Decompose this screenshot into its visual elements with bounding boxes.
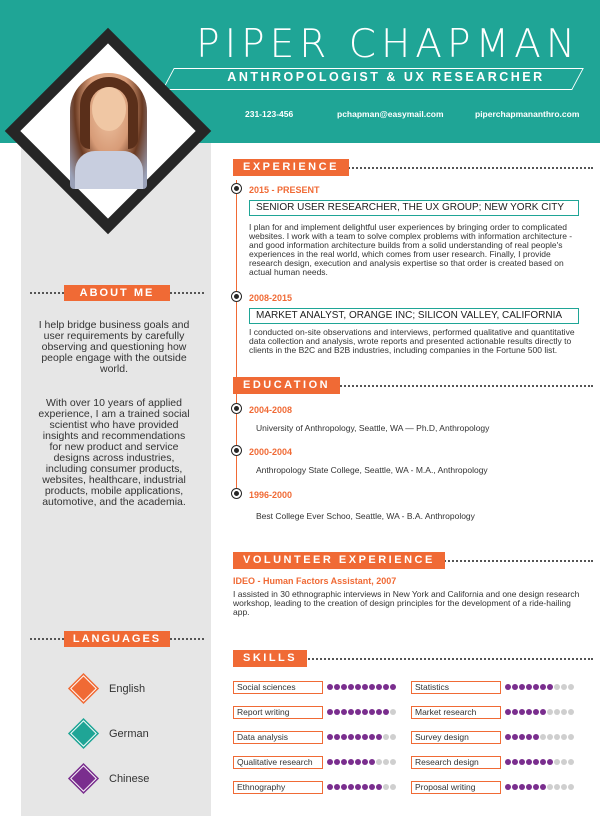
skill-label: Report writing	[233, 706, 323, 719]
rating-dot-filled	[376, 734, 382, 740]
rating-dot-filled	[334, 734, 340, 740]
edu-description: Anthropology State College, Seattle, WA - M.A., Anthropology	[256, 465, 488, 475]
rating-dot-empty	[376, 759, 382, 765]
rating-dot-filled	[327, 784, 333, 790]
rating-dot-filled	[512, 709, 518, 715]
rating-dot-empty	[390, 784, 396, 790]
job-description: I conducted on-site observations and interviews, performed qualitative and quantitative data collection and analysis, wrote reports and presented actionable results directly to clients in the B2C and B2B industries, including companies in the Fortune 500 list.	[249, 327, 575, 355]
rating-dot-empty	[554, 709, 560, 715]
rating-dot-filled	[362, 684, 368, 690]
rating-dot-filled	[362, 759, 368, 765]
rating-dot-filled	[369, 709, 375, 715]
rating-dot-filled	[348, 759, 354, 765]
rating-dot-filled	[341, 759, 347, 765]
rating-dot-empty	[390, 734, 396, 740]
rating-dot-filled	[519, 759, 525, 765]
person-name: PIPER CHAPMAN	[196, 22, 580, 67]
skill-rating	[327, 759, 397, 766]
job-dates: 2008-2015	[249, 293, 293, 303]
skill-rating	[505, 684, 575, 691]
rating-dot-filled	[355, 734, 361, 740]
rating-dot-filled	[348, 784, 354, 790]
edu-dates: 1996-2000	[249, 490, 293, 500]
rating-dot-empty	[547, 784, 553, 790]
rating-dot-filled	[334, 759, 340, 765]
education-section-header	[233, 377, 593, 394]
rating-dot-filled	[512, 784, 518, 790]
rating-dot-filled	[540, 784, 546, 790]
skill-label: Survey design	[411, 731, 501, 744]
skill-label: Data analysis	[233, 731, 323, 744]
photo-shirt	[75, 151, 143, 189]
rating-dot-empty	[390, 709, 396, 715]
rating-dot-filled	[327, 709, 333, 715]
rating-dot-filled	[362, 709, 368, 715]
rating-dot-filled	[376, 784, 382, 790]
language-label: Chinese	[109, 773, 150, 785]
edu-dates: 2000-2004	[249, 447, 293, 457]
rating-dot-empty	[561, 759, 567, 765]
skill-rating	[505, 759, 575, 766]
skill-rating	[505, 709, 575, 716]
rating-dot-filled	[540, 759, 546, 765]
rating-dot-empty	[561, 709, 567, 715]
experience-timeline	[236, 180, 237, 377]
email-link[interactable]: pchapman@easymail.com	[337, 109, 444, 119]
rating-dot-empty	[383, 759, 389, 765]
experience-heading: EXPERIENCE	[233, 159, 349, 176]
rating-dot-filled	[334, 709, 340, 715]
languages-heading: LANGUAGES	[64, 631, 170, 647]
rating-dot-empty	[561, 684, 567, 690]
rating-dot-filled	[519, 684, 525, 690]
rating-dot-empty	[561, 784, 567, 790]
skill-label: Qualitative research	[233, 756, 323, 769]
rating-dot-filled	[355, 684, 361, 690]
volunteer-role: IDEO - Human Factors Assistant, 2007	[233, 576, 397, 586]
rating-dot-filled	[505, 784, 511, 790]
language-label: German	[109, 728, 149, 740]
skill-label: Statistics	[411, 681, 501, 694]
job-dates: 2015 - PRESENT	[249, 185, 320, 195]
skill-label: Market research	[411, 706, 501, 719]
rating-dot-filled	[390, 684, 396, 690]
rating-dot-empty	[568, 709, 574, 715]
rating-dot-filled	[540, 709, 546, 715]
rating-dot-filled	[533, 734, 539, 740]
rating-dot-empty	[568, 684, 574, 690]
rating-dot-filled	[383, 684, 389, 690]
rating-dot-filled	[526, 734, 532, 740]
volunteer-heading: VOLUNTEER EXPERIENCE	[233, 552, 445, 569]
website-link[interactable]: piperchapmananthro.com	[475, 109, 580, 119]
rating-dot-filled	[327, 734, 333, 740]
rating-dot-filled	[547, 684, 553, 690]
rating-dot-empty	[547, 709, 553, 715]
edu-description: University of Anthropology, Seattle, WA — Ph.D, Anthropology	[256, 423, 490, 433]
job-title: ANTHROPOLOGIST & UX RESEARCHER	[227, 70, 545, 84]
experience-section-header	[233, 159, 593, 176]
rating-dot-empty	[568, 784, 574, 790]
rating-dot-filled	[519, 734, 525, 740]
rating-dot-filled	[540, 684, 546, 690]
rating-dot-empty	[547, 734, 553, 740]
rating-dot-empty	[554, 734, 560, 740]
rating-dot-filled	[362, 784, 368, 790]
skill-rating	[327, 709, 397, 716]
skill-label: Research design	[411, 756, 501, 769]
volunteer-description: I assisted in 30 ethnographic interviews in New York and California and one design research workshop, leading to the creation of design principles for the development of a ride-hailing app.	[233, 589, 580, 617]
rating-dot-filled	[505, 734, 511, 740]
job-description: I plan for and implement delightful user experiences by bringing order to complicated websites. I work with a team to solve complex problems with information architecture - and good information architecture builds from a solid understanding of real people's experiences in the real world, which comes from user research. Finally, I provide research design, execution and analysis expertise so that order is created based on actual human needs.	[249, 222, 573, 277]
about-heading: ABOUT ME	[64, 285, 170, 301]
rating-dot-filled	[355, 709, 361, 715]
rating-dot-filled	[334, 784, 340, 790]
edu-dates: 2004-2008	[249, 405, 293, 415]
skill-label: Proposal writing	[411, 781, 501, 794]
photo-face	[92, 87, 126, 131]
rating-dot-filled	[355, 759, 361, 765]
rating-dot-filled	[526, 784, 532, 790]
rating-dot-filled	[362, 734, 368, 740]
rating-dot-filled	[526, 709, 532, 715]
rating-dot-filled	[512, 684, 518, 690]
job-role: SENIOR USER RESEARCHER, THE UX GROUP; NEW YORK CITY	[249, 200, 579, 216]
rating-dot-filled	[369, 784, 375, 790]
rating-dot-filled	[341, 784, 347, 790]
timeline-dot	[232, 292, 241, 301]
about-section-header	[30, 285, 204, 301]
profile-photo	[70, 73, 147, 189]
rating-dot-filled	[327, 684, 333, 690]
about-paragraph-1: I help bridge business goals and user requirements by carefully observing and questioning how people engage with the outside world.	[38, 319, 190, 375]
rating-dot-empty	[554, 684, 560, 690]
rating-dot-filled	[533, 709, 539, 715]
skill-rating	[327, 734, 397, 741]
rating-dot-filled	[341, 709, 347, 715]
language-label: English	[109, 683, 146, 695]
rating-dot-filled	[519, 784, 525, 790]
rating-dot-filled	[348, 709, 354, 715]
skills-heading: SKILLS	[233, 650, 307, 667]
edu-description: Best College Ever Schoo, Seattle, WA - B.A. Anthropology	[256, 511, 475, 521]
timeline-dot	[232, 489, 241, 498]
rating-dot-filled	[512, 759, 518, 765]
job-role: MARKET ANALYST, ORANGE INC; SILICON VALLEY, CALIFORNIA	[249, 308, 579, 324]
rating-dot-filled	[327, 759, 333, 765]
rating-dot-filled	[341, 734, 347, 740]
rating-dot-empty	[554, 784, 560, 790]
timeline-dot	[232, 446, 241, 455]
rating-dot-empty	[568, 734, 574, 740]
rating-dot-filled	[376, 709, 382, 715]
skill-rating	[327, 784, 397, 791]
rating-dot-filled	[505, 684, 511, 690]
rating-dot-filled	[526, 759, 532, 765]
skills-section-header	[233, 650, 593, 667]
rating-dot-empty	[540, 734, 546, 740]
volunteer-section-header	[233, 552, 593, 569]
timeline-dot	[232, 184, 241, 193]
rating-dot-filled	[369, 734, 375, 740]
skill-rating	[505, 734, 575, 741]
rating-dot-filled	[533, 759, 539, 765]
rating-dot-filled	[512, 734, 518, 740]
skill-rating	[327, 684, 397, 691]
phone: 231-123-456	[245, 109, 294, 119]
rating-dot-filled	[533, 784, 539, 790]
rating-dot-empty	[561, 734, 567, 740]
rating-dot-filled	[505, 759, 511, 765]
rating-dot-filled	[519, 709, 525, 715]
rating-dot-filled	[533, 684, 539, 690]
rating-dot-empty	[554, 759, 560, 765]
rating-dot-filled	[348, 734, 354, 740]
rating-dot-filled	[369, 759, 375, 765]
skill-label: Social sciences	[233, 681, 323, 694]
rating-dot-filled	[383, 709, 389, 715]
education-heading: EDUCATION	[233, 377, 340, 394]
rating-dot-filled	[355, 784, 361, 790]
rating-dot-empty	[383, 734, 389, 740]
rating-dot-filled	[369, 684, 375, 690]
rating-dot-filled	[547, 759, 553, 765]
skill-rating	[505, 784, 575, 791]
rating-dot-filled	[348, 684, 354, 690]
rating-dot-filled	[526, 684, 532, 690]
languages-section-header	[30, 631, 204, 647]
timeline-dot	[232, 404, 241, 413]
skill-label: Ethnography	[233, 781, 323, 794]
rating-dot-filled	[334, 684, 340, 690]
rating-dot-filled	[341, 684, 347, 690]
rating-dot-filled	[505, 709, 511, 715]
rating-dot-empty	[568, 759, 574, 765]
rating-dot-empty	[390, 759, 396, 765]
rating-dot-filled	[376, 684, 382, 690]
about-paragraph-2: With over 10 years of applied experience, I am a trained social scientist who have provided insights and recommendations for new product and service designs across industries, including consumer products, websites, healthcare, industrial products, mobile applications, automotive, and the academia.	[38, 397, 190, 508]
rating-dot-empty	[383, 784, 389, 790]
